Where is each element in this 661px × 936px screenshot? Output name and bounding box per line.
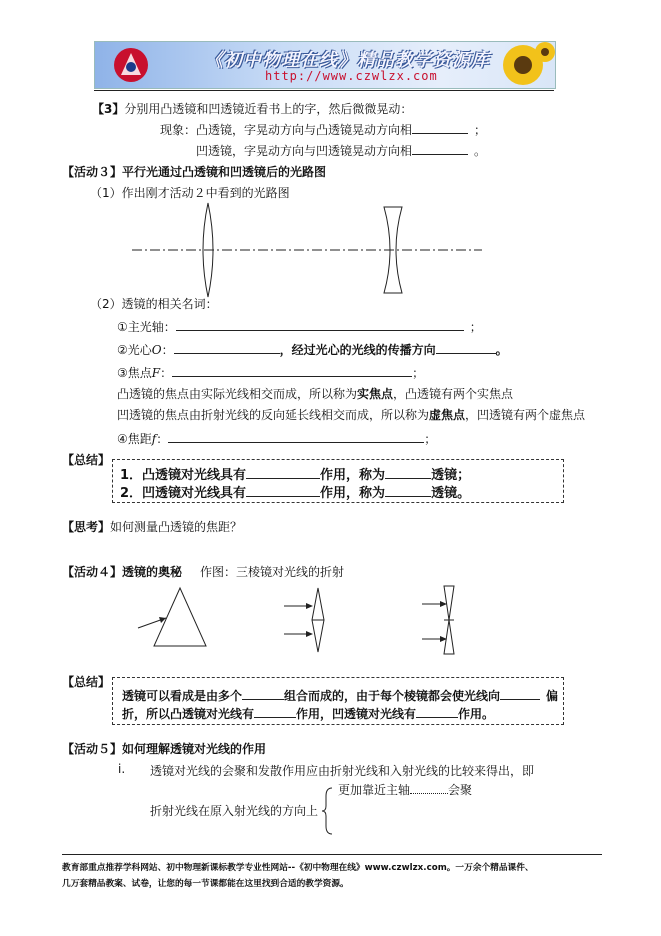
- punct: ；: [424, 432, 437, 446]
- act5-label: 【活动５】: [62, 742, 123, 756]
- summary2-label: 【总结】: [62, 675, 111, 689]
- summary1-line1: [120, 464, 470, 483]
- dotted-line: [410, 781, 448, 794]
- axis-line: [117, 318, 482, 335]
- summary2-line1: [122, 687, 558, 704]
- sum2-l1b: 组合而成的，由于每个棱镜都会使光线向: [284, 689, 501, 703]
- blank[interactable]: [172, 364, 412, 377]
- punct: ；: [469, 320, 482, 334]
- blank[interactable]: [246, 484, 320, 497]
- act5-title: 如何理解透镜对光线的作用: [122, 742, 267, 756]
- act4-heading: [62, 563, 344, 580]
- branch-text: 更加靠近主轴: [338, 783, 411, 797]
- focus-label: ③焦点: [117, 366, 152, 380]
- punct: 。: [495, 343, 508, 357]
- s3-line: [92, 100, 412, 117]
- focus-line: [117, 364, 424, 381]
- axis-label: ①主光轴：: [117, 320, 176, 334]
- blank[interactable]: [412, 142, 468, 155]
- blank[interactable]: [246, 466, 320, 479]
- sum1-l1b: 作用，称为: [320, 468, 386, 483]
- act5-lead: 折射光线在原入射光线的方向上: [150, 804, 319, 818]
- sum2-l2b: 作用，凹透镜对光线有: [296, 707, 417, 721]
- act3-item1: （1）作出刚才活动２中看到的光路图: [90, 186, 290, 200]
- blank[interactable]: [412, 121, 468, 134]
- blank[interactable]: [242, 687, 284, 700]
- blank[interactable]: [436, 341, 496, 354]
- punct: ；: [474, 123, 487, 137]
- real-b: 实焦点: [357, 387, 394, 401]
- punct: ：: [160, 366, 173, 380]
- s3-convex-line: [160, 121, 486, 138]
- blank[interactable]: [416, 705, 458, 718]
- s3-label: 【3】: [92, 102, 125, 116]
- s3-convex: 凸透镜，字晃动方向与凸透镜晃动方向相: [196, 123, 413, 137]
- sunflower-icon: [493, 42, 553, 88]
- act3-item2: （2）透镜的相关名词：: [90, 297, 218, 311]
- real-a: 凸透镜的焦点由实际光线相交而成，所以称为: [117, 387, 358, 401]
- act5-heading: [62, 740, 266, 757]
- header-banner: [94, 41, 556, 89]
- sum1-l1a: 1．凸透镜对光线具有: [120, 468, 247, 483]
- banner-url[interactable]: http://www.czwlzx.com: [265, 69, 438, 83]
- logo-icon: [111, 45, 151, 85]
- sum2-l1c: 偏: [546, 689, 559, 703]
- footer-rule: [62, 854, 602, 855]
- branch-end: 会聚: [448, 783, 473, 797]
- act4-label: 【活动４】: [62, 565, 123, 579]
- blank[interactable]: [254, 705, 296, 718]
- s3-phen-label: 现象：: [160, 123, 197, 137]
- virt-a: 凹透镜的焦点由折射光线的反向延长线相交而成，所以称为: [117, 408, 430, 422]
- focus-symbol: F: [151, 366, 161, 380]
- center-label: ②光心: [117, 343, 152, 357]
- virtual-focus-line: [117, 406, 585, 423]
- think-text: 如何测量凸透镜的焦距？: [110, 520, 243, 534]
- footer-line2: 几万套精品教案、试卷，让您的每一节课都能在这里找到合适的教学资源。: [62, 879, 349, 889]
- act5-branch: [338, 781, 472, 798]
- real-c: ，凸透镜有两个实焦点: [393, 387, 514, 401]
- blank[interactable]: [385, 484, 431, 497]
- punct: ：: [156, 432, 169, 446]
- focal-length-line: [117, 430, 436, 447]
- summary1-line2: [120, 482, 470, 501]
- punct: ：: [161, 343, 174, 357]
- act4-sub: 作图：三棱镜对光线的折射: [200, 565, 345, 579]
- act5-num: i.: [118, 762, 126, 776]
- think-line: [62, 518, 242, 535]
- banner-title: 《初中物理在线》精品教学资源库: [205, 50, 490, 71]
- sum2-l2a: 折，所以凸透镜对光线有: [122, 707, 255, 721]
- act3-heading: [62, 163, 326, 180]
- virt-b: 虚焦点: [429, 408, 466, 422]
- sum1-l1c: 透镜；: [431, 468, 471, 483]
- brace-icon: [320, 786, 340, 836]
- blank[interactable]: [385, 466, 431, 479]
- punct: 。: [474, 144, 487, 158]
- center-symbol: O: [151, 343, 162, 357]
- blank[interactable]: [168, 430, 424, 443]
- center-mid: ，经过光心的光线的传播方向: [279, 343, 436, 357]
- real-focus-line: [117, 385, 513, 402]
- s3-concave: 凹透镜，字晃动方向与凹透镜晃动方向相: [196, 144, 413, 158]
- header-rule: [94, 90, 554, 91]
- think-label: 【思考】: [62, 520, 111, 534]
- act4-title: 透镜的奥秘: [122, 565, 183, 579]
- punct: ；: [412, 366, 425, 380]
- s3-text: 分别用凸透镜和凹透镜近看书上的字，然后微微晃动：: [124, 102, 413, 116]
- act3-label: 【活动３】: [62, 165, 123, 179]
- sum2-l2c: 作用。: [458, 707, 495, 721]
- sum2-l1a: 透镜可以看成是由多个: [122, 689, 243, 703]
- blank[interactable]: [174, 341, 280, 354]
- center-line: [117, 341, 508, 358]
- act3-title: 平行光通过凸透镜和凹透镜后的光路图: [122, 165, 327, 179]
- blank[interactable]: [500, 687, 540, 700]
- blank[interactable]: [176, 318, 464, 331]
- flen-label: ④焦距: [117, 432, 152, 446]
- sum1-l2a: 2．凹透镜对光线具有: [120, 486, 247, 501]
- act5-text: 透镜对光线的会聚和发散作用应由折射光线和入射光线的比较来得出，即: [150, 764, 535, 778]
- virt-c: ，凹透镜有两个虚焦点: [465, 408, 586, 422]
- footer-line1: 教育部重点推荐学科网站、初中物理新课标教学专业性网站--《初中物理在线》www.czwlzx.com。一万余个精品课件、: [62, 863, 534, 873]
- summary1-label: 【总结】: [62, 453, 111, 467]
- summary2-line2: [122, 705, 494, 722]
- prism-diagram: [0, 584, 661, 664]
- flen-symbol: f: [151, 432, 157, 446]
- sum1-l2b: 作用，称为: [320, 486, 386, 501]
- lens-diagram: [0, 195, 661, 295]
- sum1-l2c: 透镜。: [431, 486, 471, 501]
- s3-concave-line: [196, 142, 486, 159]
